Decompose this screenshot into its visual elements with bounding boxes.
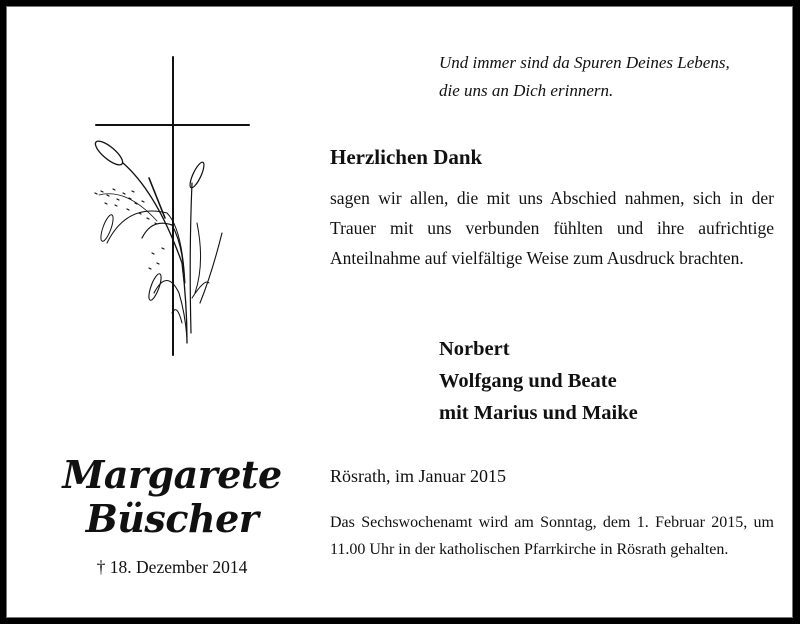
cross-with-wheat-icon (87, 53, 257, 363)
service-notice: Das Sechswochenamt wird am Sonntag, dem 1. Februar 2015, um 11.00 Uhr in der katholischen Pfarrkirche in Rösrath gehalten. (330, 514, 774, 558)
death-date: † 18. Dezember 2014 (96, 557, 248, 577)
thanks-body: sagen wir allen, die mit uns Abschied nahmen, sich in der Trauer mit uns verbunden fühlten und ihre aufrichtige Anteilnahme auf vielfältige Weise zum Ausdruck brachten. (330, 188, 774, 268)
deceased-first-name: Margarete (62, 452, 282, 497)
obituary-card (6, 6, 793, 618)
signer-line: Wolfgang und Beate (439, 370, 617, 392)
signer-line: Norbert (439, 338, 510, 360)
deceased-name (47, 453, 297, 541)
place-date: Rösrath, im Januar 2015 (330, 466, 506, 486)
motto-line: Und immer sind da Spuren Deines Lebens, (439, 53, 730, 72)
thanks-heading: Herzlichen Dank (330, 145, 483, 169)
deceased-last-name: Büscher (85, 496, 259, 541)
motto-quote (439, 49, 779, 105)
signers-block (439, 333, 638, 429)
motto-line: die uns an Dich erinnern. (439, 81, 614, 100)
signer-line: mit Marius und Maike (439, 402, 638, 424)
